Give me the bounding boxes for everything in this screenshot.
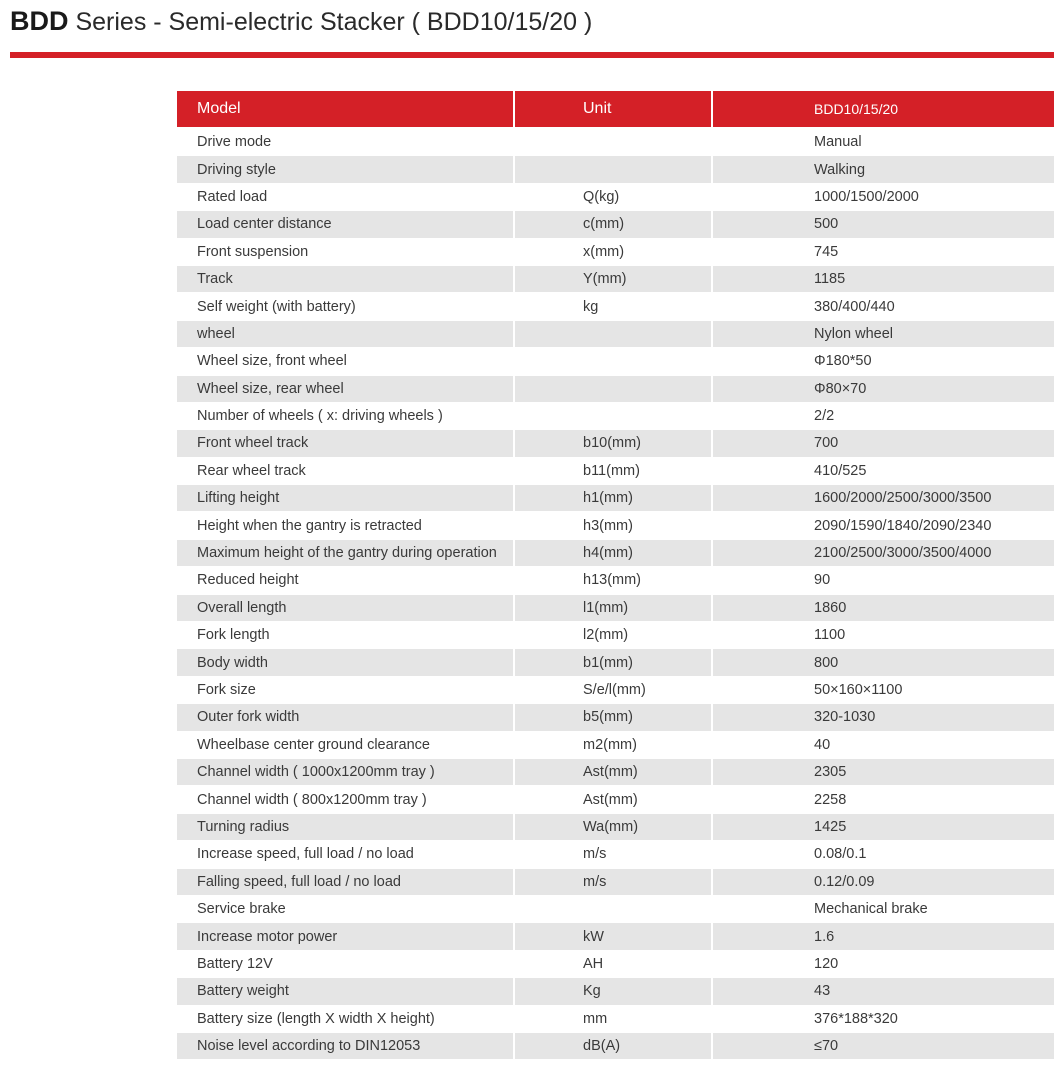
spec-value-cell: 2305 (713, 759, 1054, 786)
spec-label-cell: Number of wheels ( x: driving wheels ) (177, 403, 513, 430)
spec-label-cell: Fork length (177, 622, 513, 649)
spec-unit-cell: S/e/l(mm) (515, 677, 711, 704)
table-row (177, 376, 1054, 403)
table-row (177, 896, 1054, 923)
spec-unit-cell: Kg (515, 978, 711, 1005)
spec-label-cell: Wheelbase center ground clearance (177, 732, 513, 759)
spec-value-cell: 2090/1590/1840/2090/2340 (713, 512, 1054, 539)
table-row (177, 458, 1054, 485)
spec-value-cell: 410/525 (713, 458, 1054, 485)
spec-label-cell: Height when the gantry is retracted (177, 512, 513, 539)
spec-label-cell: Channel width ( 800x1200mm tray ) (177, 786, 513, 813)
spec-label-cell: Wheel size, front wheel (177, 348, 513, 375)
table-row (177, 978, 1054, 1005)
spec-unit-cell: x(mm) (515, 239, 711, 266)
spec-unit-cell: b11(mm) (515, 458, 711, 485)
spec-unit-cell: Ast(mm) (515, 759, 711, 786)
spec-unit-cell: kW (515, 923, 711, 950)
spec-value-cell: 2258 (713, 786, 1054, 813)
table-row (177, 211, 1054, 238)
spec-unit-cell: kg (515, 293, 711, 320)
table-row (177, 841, 1054, 868)
table-row (177, 512, 1054, 539)
spec-label-cell: Service brake (177, 896, 513, 923)
spec-value-cell: 0.12/0.09 (713, 869, 1054, 896)
spec-value-cell: Φ180*50 (713, 348, 1054, 375)
title-divider (10, 52, 1054, 58)
column-header-unit: Unit (515, 91, 711, 128)
table-row (177, 1033, 1054, 1060)
spec-unit-cell: m/s (515, 841, 711, 868)
table-row (177, 1006, 1054, 1033)
table-row (177, 321, 1054, 348)
spec-label-cell: wheel (177, 321, 513, 348)
spec-value-cell: 745 (713, 239, 1054, 266)
spec-label-cell: Falling speed, full load / no load (177, 869, 513, 896)
spec-unit-cell: l1(mm) (515, 595, 711, 622)
table-header-row (177, 91, 1054, 128)
table-row (177, 540, 1054, 567)
spec-value-cell: Manual (713, 129, 1054, 156)
table-row (177, 951, 1054, 978)
spec-label-cell: Drive mode (177, 129, 513, 156)
spec-table (177, 91, 1054, 1060)
spec-value-cell: 1000/1500/2000 (713, 184, 1054, 211)
spec-label-cell: Battery weight (177, 978, 513, 1005)
spec-value-cell: 500 (713, 211, 1054, 238)
page-title (10, 3, 592, 40)
table-row (177, 622, 1054, 649)
table-row (177, 923, 1054, 950)
column-header-model: Model (177, 91, 513, 128)
spec-label-cell: Wheel size, rear wheel (177, 376, 513, 403)
table-row (177, 293, 1054, 320)
spec-label-cell: Front suspension (177, 239, 513, 266)
spec-label-cell: Rear wheel track (177, 458, 513, 485)
spec-value-cell: 320-1030 (713, 704, 1054, 731)
table-row (177, 184, 1054, 211)
spec-unit-cell: b10(mm) (515, 430, 711, 457)
spec-value-cell: 0.08/0.1 (713, 841, 1054, 868)
table-row (177, 649, 1054, 676)
spec-label-cell: Increase speed, full load / no load (177, 841, 513, 868)
spec-value-cell: 700 (713, 430, 1054, 457)
spec-label-cell: Rated load (177, 184, 513, 211)
spec-unit-cell (515, 896, 711, 923)
table-row (177, 430, 1054, 457)
spec-unit-cell (515, 129, 711, 156)
spec-unit-cell: h1(mm) (515, 485, 711, 512)
table-row (177, 677, 1054, 704)
spec-value-cell: 1425 (713, 814, 1054, 841)
table-row (177, 814, 1054, 841)
spec-unit-cell: h13(mm) (515, 567, 711, 594)
spec-label-cell: Reduced height (177, 567, 513, 594)
spec-unit-cell (515, 348, 711, 375)
spec-value-cell: 90 (713, 567, 1054, 594)
spec-label-cell: Battery size (length X width X height) (177, 1006, 513, 1033)
title-brand: BDD (10, 6, 69, 36)
spec-label-cell: Outer fork width (177, 704, 513, 731)
spec-value-cell: Nylon wheel (713, 321, 1054, 348)
spec-unit-cell: Q(kg) (515, 184, 711, 211)
spec-label-cell: Channel width ( 1000x1200mm tray ) (177, 759, 513, 786)
spec-value-cell: 1860 (713, 595, 1054, 622)
spec-value-cell: 2100/2500/3000/3500/4000 (713, 540, 1054, 567)
spec-label-cell: Fork size (177, 677, 513, 704)
table-row (177, 567, 1054, 594)
spec-unit-cell: l2(mm) (515, 622, 711, 649)
spec-unit-cell: c(mm) (515, 211, 711, 238)
spec-unit-cell (515, 156, 711, 183)
spec-unit-cell: mm (515, 1006, 711, 1033)
spec-unit-cell: b5(mm) (515, 704, 711, 731)
table-row (177, 239, 1054, 266)
spec-value-cell: 1100 (713, 622, 1054, 649)
spec-label-cell: Track (177, 266, 513, 293)
spec-label-cell: Turning radius (177, 814, 513, 841)
spec-label-cell: Battery 12V (177, 951, 513, 978)
table-row (177, 156, 1054, 183)
spec-value-cell: 1600/2000/2500/3000/3500 (713, 485, 1054, 512)
spec-label-cell: Lifting height (177, 485, 513, 512)
spec-unit-cell (515, 321, 711, 348)
spec-label-cell: Self weight (with battery) (177, 293, 513, 320)
spec-value-cell: 120 (713, 951, 1054, 978)
table-row (177, 704, 1054, 731)
spec-unit-cell: m2(mm) (515, 732, 711, 759)
spec-value-cell: 43 (713, 978, 1054, 1005)
spec-value-cell: 1185 (713, 266, 1054, 293)
spec-unit-cell (515, 376, 711, 403)
table-row (177, 595, 1054, 622)
spec-value-cell: Mechanical brake (713, 896, 1054, 923)
table-row (177, 786, 1054, 813)
spec-value-cell: 2/2 (713, 403, 1054, 430)
spec-unit-cell: Y(mm) (515, 266, 711, 293)
spec-value-cell: Walking (713, 156, 1054, 183)
spec-label-cell: Overall length (177, 595, 513, 622)
spec-unit-cell: Ast(mm) (515, 786, 711, 813)
spec-unit-cell (515, 403, 711, 430)
spec-label-cell: Front wheel track (177, 430, 513, 457)
spec-unit-cell: Wa(mm) (515, 814, 711, 841)
spec-value-cell: 50×160×1100 (713, 677, 1054, 704)
spec-label-cell: Increase motor power (177, 923, 513, 950)
table-body (177, 129, 1054, 1060)
spec-value-cell: 376*188*320 (713, 1006, 1054, 1033)
table-row (177, 403, 1054, 430)
spec-label-cell: Noise level according to DIN12053 (177, 1033, 513, 1060)
spec-unit-cell: dB(A) (515, 1033, 711, 1060)
table-row (177, 759, 1054, 786)
column-header-model-value: BDD10/15/20 (713, 91, 1054, 128)
spec-label-cell: Maximum height of the gantry during operation (177, 540, 513, 567)
spec-value-cell: 1.6 (713, 923, 1054, 950)
table-row (177, 485, 1054, 512)
spec-unit-cell: h4(mm) (515, 540, 711, 567)
table-row (177, 129, 1054, 156)
spec-label-cell: Body width (177, 649, 513, 676)
spec-unit-cell: m/s (515, 869, 711, 896)
spec-unit-cell: b1(mm) (515, 649, 711, 676)
spec-value-cell: 40 (713, 732, 1054, 759)
spec-unit-cell: AH (515, 951, 711, 978)
table-row (177, 732, 1054, 759)
table-row (177, 348, 1054, 375)
spec-value-cell: ≤70 (713, 1033, 1054, 1060)
spec-label-cell: Load center distance (177, 211, 513, 238)
spec-unit-cell: h3(mm) (515, 512, 711, 539)
spec-value-cell: 380/400/440 (713, 293, 1054, 320)
spec-label-cell: Driving style (177, 156, 513, 183)
table-row (177, 266, 1054, 293)
spec-value-cell: 800 (713, 649, 1054, 676)
spec-value-cell: Φ80×70 (713, 376, 1054, 403)
title-text: Series - Semi-electric Stacker ( BDD10/15/20 ) (75, 8, 593, 36)
table-row (177, 869, 1054, 896)
